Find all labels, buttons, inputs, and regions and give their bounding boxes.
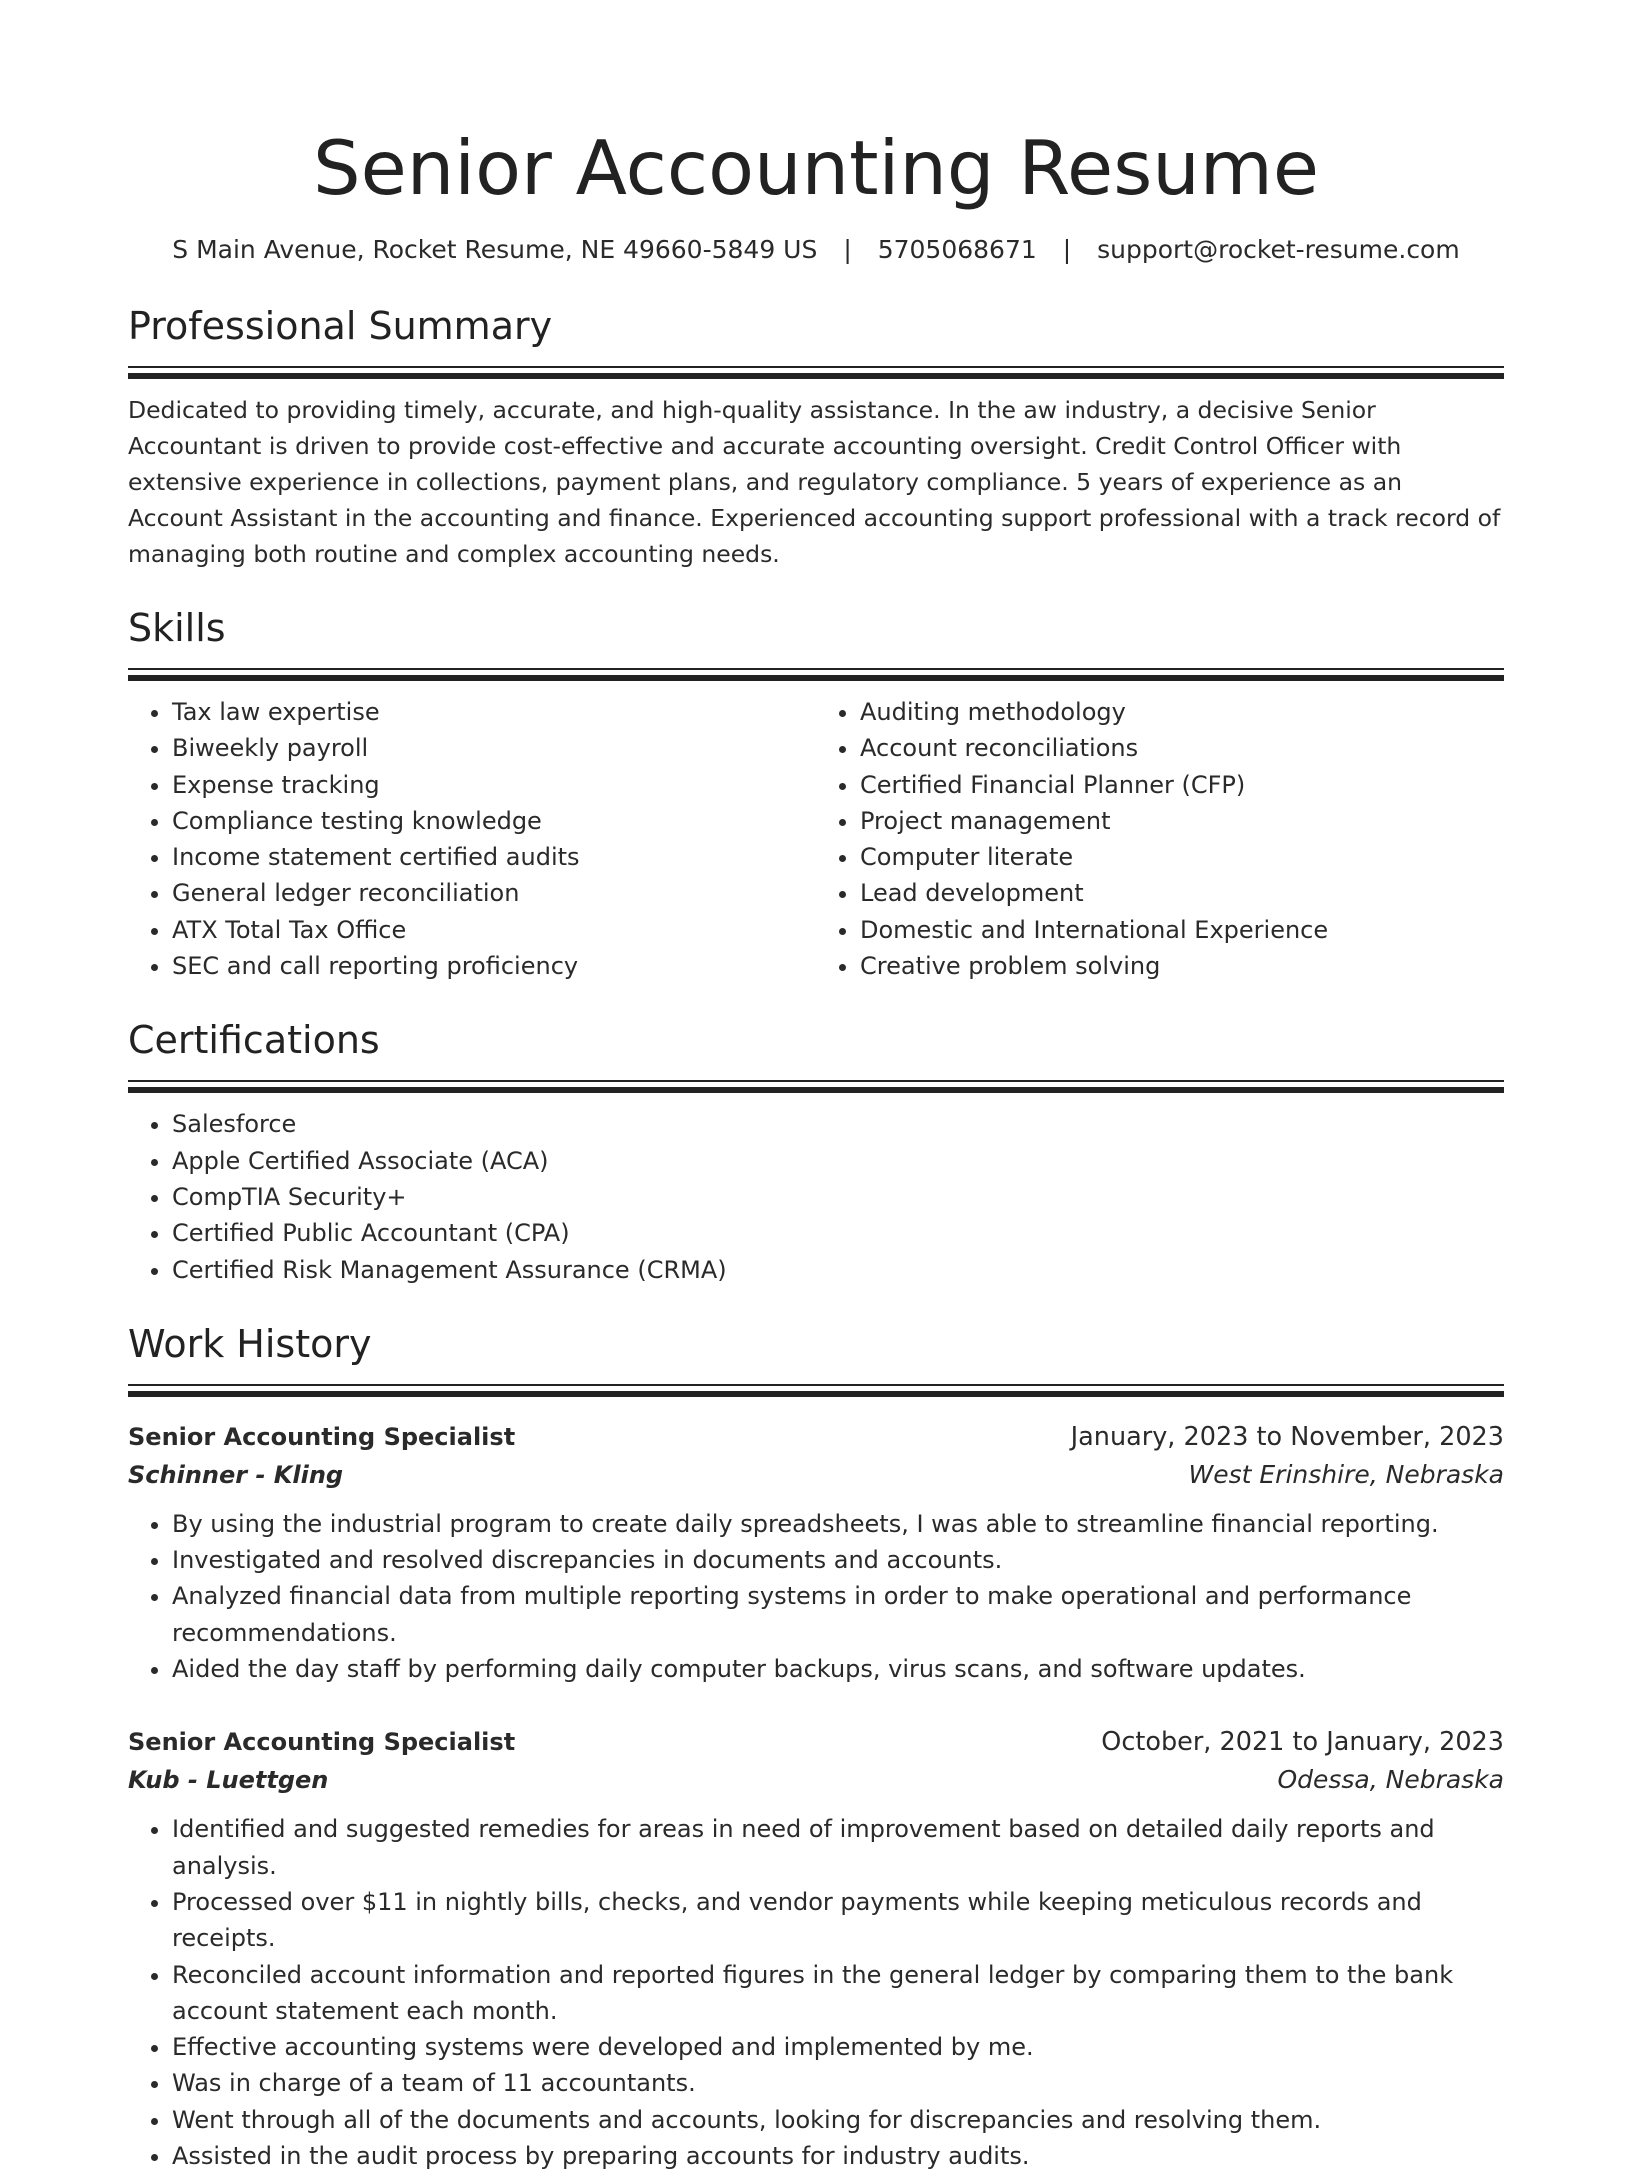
job-dates: October, 2021 to January, 2023 xyxy=(1101,1727,1504,1758)
job-duties-list xyxy=(128,1506,1504,1687)
contact-separator: | xyxy=(1062,235,1072,264)
contact-address: S Main Avenue, Rocket Resume, NE 49660-5849 US xyxy=(172,235,818,264)
skill-item: • Biweekly payroll xyxy=(172,730,816,766)
job-duty-item: • Processed over $11 in nightly bills, checks, and vendor payments while keeping meticulous records and receipts. xyxy=(172,1884,1504,1957)
skill-item: • General ledger reconciliation xyxy=(172,875,816,911)
job-duty-item: • Assisted in the audit process by preparing accounts for industry audits. xyxy=(172,2138,1504,2174)
certifications-section xyxy=(128,1012,1504,1287)
certification-item: • Salesforce xyxy=(172,1106,1504,1142)
contact-email: support@rocket-resume.com xyxy=(1097,235,1460,264)
certifications-heading: Certifications xyxy=(128,1018,380,1063)
job-location: Odessa, Nebraska xyxy=(1277,1765,1504,1795)
job-duty-item: • Investigated and resolved discrepancies in documents and accounts. xyxy=(172,1542,1504,1578)
contact-phone: 5705068671 xyxy=(877,235,1037,264)
skills-list-left xyxy=(128,694,816,984)
section-divider xyxy=(128,1384,1504,1398)
work-history-section xyxy=(128,1316,1504,2174)
skill-item: • Project management xyxy=(860,803,1504,839)
skill-item: • Income statement certified audits xyxy=(172,839,816,875)
job-dates: January, 2023 to November, 2023 xyxy=(1070,1421,1504,1452)
work-history-heading: Work History xyxy=(128,1321,372,1366)
job-location: West Erinshire, Nebraska xyxy=(1188,1459,1504,1489)
section-divider xyxy=(128,366,1504,380)
skill-item: • Auditing methodology xyxy=(860,694,1504,730)
job-duty-item: • Went through all of the documents and accounts, looking for discrepancies and resolving them. xyxy=(172,2102,1504,2138)
skills-section xyxy=(128,600,1504,984)
job-header-row xyxy=(128,1723,1504,1761)
skill-item: • Expense tracking xyxy=(172,767,816,803)
skills-heading: Skills xyxy=(128,606,226,650)
job-duty-item: • Reconciled account information and reported figures in the general ledger by comparing them to the bank account statement each month. xyxy=(172,1957,1504,2030)
certification-item: • Apple Certified Associate (ACA) xyxy=(172,1143,1504,1179)
skill-item: • Domestic and International Experience xyxy=(860,912,1504,948)
skill-item: • SEC and call reporting proficiency xyxy=(172,948,816,984)
job-duty-item: • Aided the day staff by performing daily computer backups, virus scans, and software updates. xyxy=(172,1651,1504,1687)
job-duty-item: • Identified and suggested remedies for areas in need of improvement based on detailed daily reports and analysis. xyxy=(172,1811,1504,1884)
resume-title: Senior Accounting Resume xyxy=(312,124,1320,212)
certifications-list xyxy=(128,1106,1504,1287)
job-duty-item: • By using the industrial program to create daily spreadsheets, I was able to streamline financial reporting. xyxy=(172,1506,1504,1542)
job-company-row xyxy=(128,1456,1504,1494)
job-duties-list xyxy=(128,1811,1504,2174)
summary-heading: Professional Summary xyxy=(128,304,553,348)
skill-item: • Computer literate xyxy=(860,839,1504,875)
job-title: Senior Accounting Specialist xyxy=(128,1728,516,1757)
job-duty-item: • Effective accounting systems were developed and implemented by me. xyxy=(172,2029,1504,2065)
skill-item: • Certified Financial Planner (CFP) xyxy=(860,767,1504,803)
job-duty-item: • Analyzed financial data from multiple reporting systems in order to make operational and performance recommendations. xyxy=(172,1578,1504,1651)
skills-list-right xyxy=(816,694,1504,984)
section-divider xyxy=(128,668,1504,682)
job-company-row xyxy=(128,1761,1504,1799)
certification-item: • Certified Public Accountant (CPA) xyxy=(172,1215,1504,1251)
certification-item: • Certified Risk Management Assurance (CRMA) xyxy=(172,1252,1504,1288)
skill-item: • Lead development xyxy=(860,875,1504,911)
skill-item: • Creative problem solving xyxy=(860,948,1504,984)
skill-item: • Compliance testing knowledge xyxy=(172,803,816,839)
skill-item: • Tax law expertise xyxy=(172,694,816,730)
section-divider xyxy=(128,1080,1504,1094)
contact-line xyxy=(128,232,1504,268)
skill-item: • ATX Total Tax Office xyxy=(172,912,816,948)
skill-item: • Account reconciliations xyxy=(860,730,1504,766)
certification-item: • CompTIA Security+ xyxy=(172,1179,1504,1215)
summary-section xyxy=(128,298,1504,572)
job-header-row xyxy=(128,1418,1504,1456)
job-company: Schinner - Kling xyxy=(128,1460,344,1489)
job-entry xyxy=(128,1723,1504,2174)
job-company: Kub - Luettgen xyxy=(128,1766,329,1795)
summary-text: Dedicated to providing timely, accurate, and high-quality assistance. In the aw industry, a decisive Senior Accountant is driven to provide cost-effective and accurate accounting oversight. Credit Control Officer with extensive experience in collections, payment plans, and regulatory compliance. 5 years of experience as an Account Assistant in the accounting and finance. Experienced accounting support professional with a track record of managing both routine and complex accounting needs. xyxy=(128,396,1501,568)
job-entry xyxy=(128,1418,1504,1687)
skills-grid xyxy=(128,682,1504,984)
contact-separator: | xyxy=(843,235,852,264)
job-duty-item: • Was in charge of a team of 11 accountants. xyxy=(172,2065,1504,2101)
job-title: Senior Accounting Specialist xyxy=(128,1422,516,1451)
